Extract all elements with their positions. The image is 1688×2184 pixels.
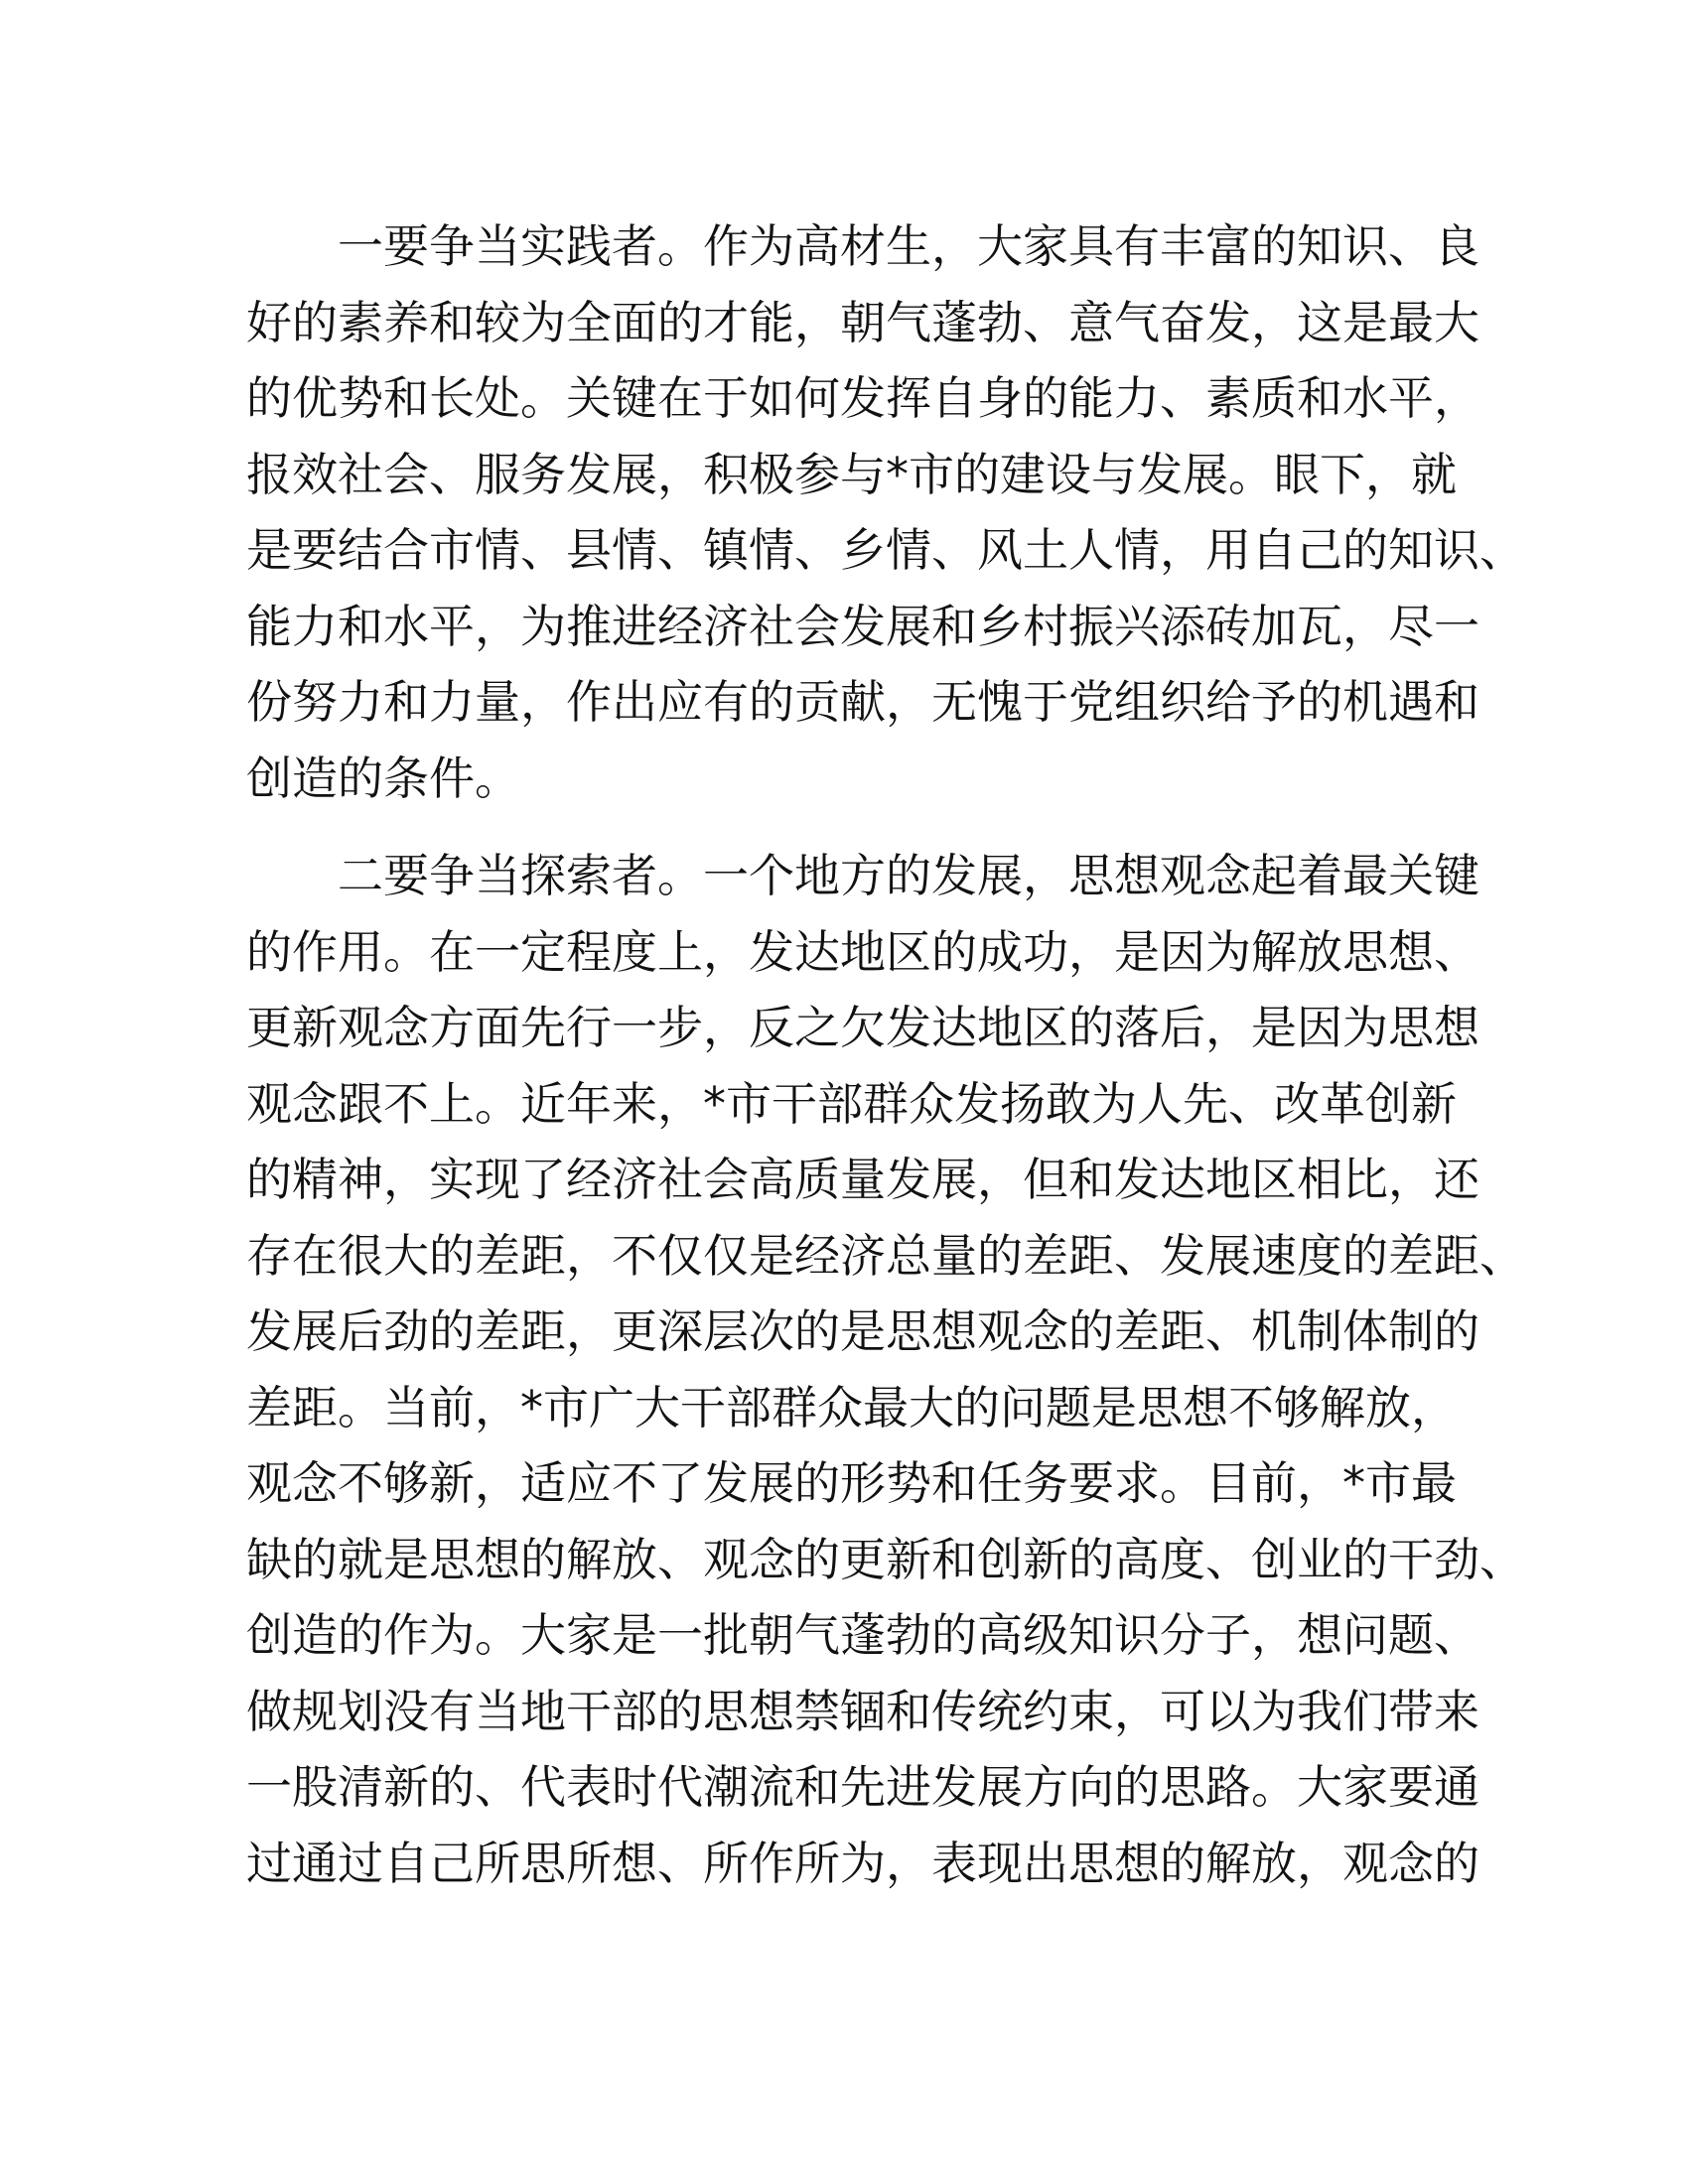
paragraph-line: 观念跟不上。近年来，*市干部群众发扬敢为人先、改革创新	[246, 1076, 1457, 1131]
paragraph-line: 创造的条件。	[246, 751, 520, 805]
paragraph-line: 的作用。在一定程度上，发达地区的成功，是因为解放思想、	[246, 924, 1479, 979]
paragraph-line: 差距。当前，*市广大干部群众最大的问题是思想不够解放，	[246, 1380, 1457, 1434]
paragraph-line: 报效社会、服务发展，积极参与*市的建设与发展。眼下，就	[246, 447, 1457, 501]
paragraph-explorer	[246, 838, 1525, 1901]
paragraph-spacer	[246, 816, 1477, 838]
paragraph-line: 的精神，实现了经济社会高质量发展，但和发达地区相比，还	[246, 1153, 1479, 1206]
paragraph-line: 过通过自己所思所想、所作所为，表现出思想的解放，观念的	[246, 1836, 1479, 1890]
paragraph-line: 做规划没有当地干部的思想禁锢和传统约束，可以为我们带来	[246, 1684, 1479, 1738]
paragraph-line: 好的素养和较为全面的才能，朝气蓬勃、意气奋发，这是最大	[246, 295, 1479, 349]
paragraph-line: 发展后劲的差距，更深层次的是思想观念的差距、机制体制的	[246, 1304, 1479, 1358]
paragraph-line: 是要结合市情、县情、镇情、乡情、风土人情，用自己的知识、	[246, 523, 1525, 577]
paragraph-line: 一要争当实践者。作为高材生，大家具有丰富的知识、良	[338, 219, 1479, 273]
paragraph-line: 二要争当探索者。一个地方的发展，思想观念起着最关键	[338, 849, 1479, 902]
paragraph-practitioner	[246, 208, 1525, 816]
document-body	[246, 208, 1525, 1901]
paragraph-line: 观念不够新，适应不了发展的形势和任务要求。目前，*市最	[246, 1456, 1457, 1510]
paragraph-line: 的优势和长处。关键在于如何发挥自身的能力、素质和水平，	[246, 371, 1479, 425]
paragraph-line: 存在很大的差距，不仅仅是经济总量的差距、发展速度的差距、	[246, 1228, 1525, 1283]
paragraph-line: 一股清新的、代表时代潮流和先进发展方向的思路。大家要通	[246, 1760, 1479, 1814]
paragraph-line: 创造的作为。大家是一批朝气蓬勃的高级知识分子，想问题、	[246, 1608, 1479, 1662]
paragraph-line: 更新观念方面先行一步，反之欠发达地区的落后，是因为思想	[246, 1001, 1479, 1054]
paragraph-line: 能力和水平，为推进经济社会发展和乡村振兴添砖加瓦，尽一	[246, 599, 1479, 653]
paragraph-line: 份努力和力量，作出应有的贡献，无愧于党组织给予的机遇和	[246, 675, 1479, 729]
paragraph-line: 缺的就是思想的解放、观念的更新和创新的高度、创业的干劲、	[246, 1532, 1525, 1586]
